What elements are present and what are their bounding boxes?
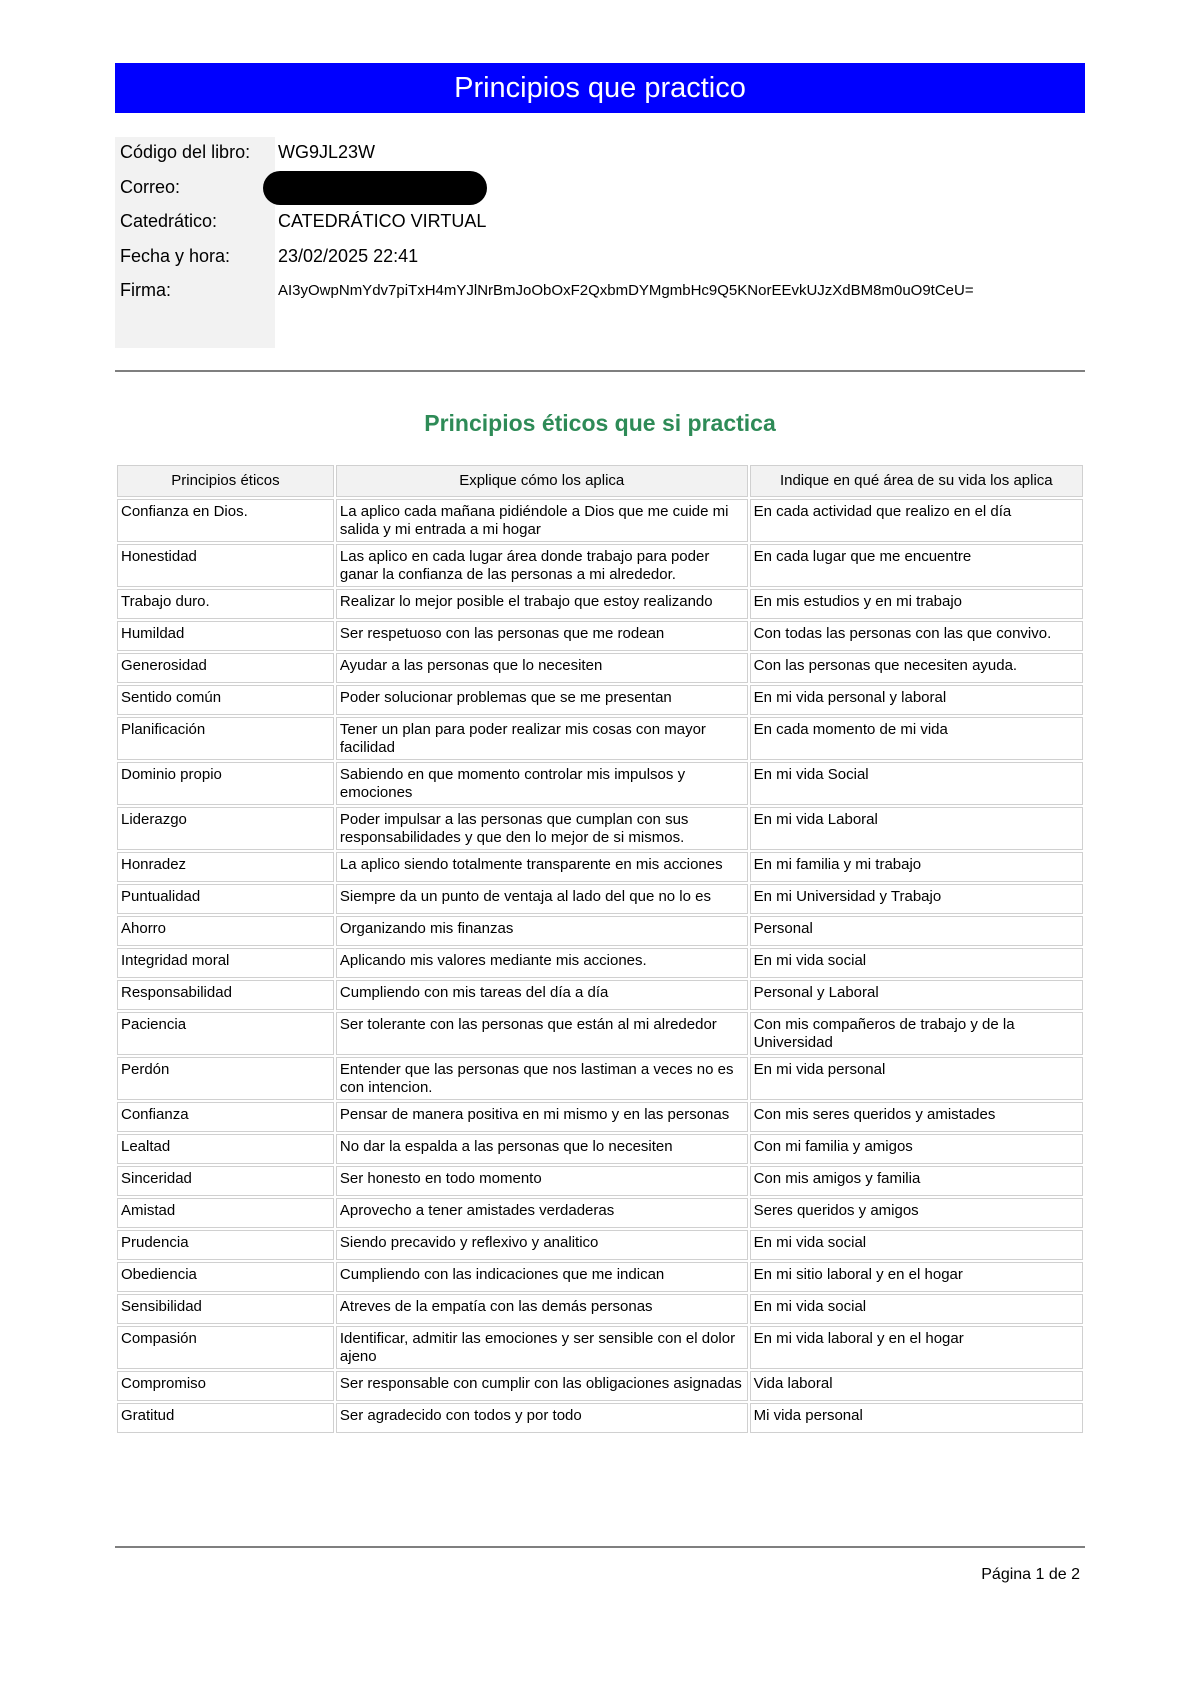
principle-cell: Honradez: [117, 852, 334, 882]
explanation-cell: Atreves de la empatía con las demás personas: [336, 1294, 748, 1324]
table-row: [117, 1134, 1083, 1164]
table-row: [117, 852, 1083, 882]
explanation-cell: Poder impulsar a las personas que cumplan con sus responsabilidades y que den lo mejor de si mismos.: [336, 807, 748, 850]
table-row: [117, 1294, 1083, 1324]
area-cell: En mi vida social: [750, 948, 1083, 978]
table-row: [117, 1326, 1083, 1369]
principle-cell: Trabajo duro.: [117, 589, 334, 619]
principle-cell: Gratitud: [117, 1403, 334, 1433]
principle-cell: Puntualidad: [117, 884, 334, 914]
principle-cell: Confianza en Dios.: [117, 499, 334, 542]
column-header-explanation: Explique cómo los aplica: [336, 465, 748, 497]
area-cell: En mi vida laboral y en el hogar: [750, 1326, 1083, 1369]
info-row-signature: [115, 275, 1085, 305]
explanation-cell: Pensar de manera positiva en mi mismo y en las personas: [336, 1102, 748, 1132]
area-cell: En mi vida personal: [750, 1057, 1083, 1100]
principles-table: [115, 463, 1085, 1435]
principle-cell: Paciencia: [117, 1012, 334, 1055]
table-body: [117, 499, 1083, 1433]
explanation-cell: La aplico cada mañana pidiéndole a Dios que me cuide mi salida y mi entrada a mi hogar: [336, 499, 748, 542]
principle-cell: Responsabilidad: [117, 980, 334, 1010]
email-label: Correo:: [120, 177, 181, 197]
table-row: [117, 1371, 1083, 1401]
principle-cell: Compromiso: [117, 1371, 334, 1401]
area-cell: Con mis compañeros de trabajo y de la Universidad: [750, 1012, 1083, 1055]
area-cell: Personal: [750, 916, 1083, 946]
area-cell: En cada actividad que realizo en el día: [750, 499, 1083, 542]
info-row-email: [115, 172, 1085, 202]
explanation-cell: Siempre da un punto de ventaja al lado del que no lo es: [336, 884, 748, 914]
table-row: [117, 1057, 1083, 1100]
explanation-cell: Las aplico en cada lugar área donde trabajo para poder ganar la confianza de las personas a mi alrededor.: [336, 544, 748, 587]
principle-cell: Obediencia: [117, 1262, 334, 1292]
explanation-cell: Tener un plan para poder realizar mis cosas con mayor facilidad: [336, 717, 748, 760]
area-cell: Con mi familia y amigos: [750, 1134, 1083, 1164]
explanation-cell: Ser respetuoso con las personas que me rodean: [336, 621, 748, 651]
explanation-cell: Aprovecho a tener amistades verdaderas: [336, 1198, 748, 1228]
principle-cell: Liderazgo: [117, 807, 334, 850]
table-row: [117, 544, 1083, 587]
explanation-cell: Aplicando mis valores mediante mis acciones.: [336, 948, 748, 978]
explanation-cell: No dar la espalda a las personas que lo necesiten: [336, 1134, 748, 1164]
table-row: [117, 1102, 1083, 1132]
table-row: [117, 1166, 1083, 1196]
area-cell: En mi vida Social: [750, 762, 1083, 805]
principle-cell: Amistad: [117, 1198, 334, 1228]
explanation-cell: Ayudar a las personas que lo necesiten: [336, 653, 748, 683]
column-header-principle: Principios éticos: [117, 465, 334, 497]
explanation-cell: Organizando mis finanzas: [336, 916, 748, 946]
table-row: [117, 1230, 1083, 1260]
column-header-area: Indique en qué área de su vida los aplica: [750, 465, 1083, 497]
principle-cell: Prudencia: [117, 1230, 334, 1260]
area-cell: En mi familia y mi trabajo: [750, 852, 1083, 882]
explanation-cell: Realizar lo mejor posible el trabajo que estoy realizando: [336, 589, 748, 619]
book-code-value: WG9JL23W: [278, 142, 376, 162]
signature-value: AI3yOwpNmYdv7piTxH4mYJlNrBmJoObOxF2QxbmDYMgmbHc9Q5KNorEEvkUJzXdBM8m0uO9tCeU=: [278, 282, 974, 299]
document-title-banner: [115, 63, 1085, 113]
area-cell: Mi vida personal: [750, 1403, 1083, 1433]
signature-label: Firma:: [120, 280, 171, 300]
table-row: [117, 621, 1083, 651]
area-cell: En mi sitio laboral y en el hogar: [750, 1262, 1083, 1292]
principle-cell: Lealtad: [117, 1134, 334, 1164]
principle-cell: Integridad moral: [117, 948, 334, 978]
area-cell: Con mis amigos y familia: [750, 1166, 1083, 1196]
info-row-professor: [115, 206, 1085, 236]
table-row: [117, 884, 1083, 914]
area-cell: Con mis seres queridos y amistades: [750, 1102, 1083, 1132]
explanation-cell: Poder solucionar problemas que se me presentan: [336, 685, 748, 715]
principle-cell: Perdón: [117, 1057, 334, 1100]
info-row-book-code: [115, 137, 1085, 167]
table-row: [117, 717, 1083, 760]
area-cell: En cada lugar que me encuentre: [750, 544, 1083, 587]
area-cell: En mi vida social: [750, 1230, 1083, 1260]
table-row: [117, 589, 1083, 619]
principle-cell: Sentido común: [117, 685, 334, 715]
professor-label: Catedrático:: [120, 211, 218, 231]
explanation-cell: Ser agradecido con todos y por todo: [336, 1403, 748, 1433]
principle-cell: Humildad: [117, 621, 334, 651]
table-row: [117, 1262, 1083, 1292]
principle-cell: Generosidad: [117, 653, 334, 683]
info-block: [115, 137, 1085, 348]
area-cell: Con las personas que necesiten ayuda.: [750, 653, 1083, 683]
table-row: [117, 1403, 1083, 1433]
page-number: Página 1 de 2: [981, 1566, 1080, 1583]
principle-cell: Compasión: [117, 1326, 334, 1369]
area-cell: Vida laboral: [750, 1371, 1083, 1401]
table-row: [117, 980, 1083, 1010]
table-row: [117, 807, 1083, 850]
area-cell: En mis estudios y en mi trabajo: [750, 589, 1083, 619]
explanation-cell: Ser tolerante con las personas que están al mi alrededor: [336, 1012, 748, 1055]
principle-cell: Sinceridad: [117, 1166, 334, 1196]
section-title: Principios éticos que si practica: [424, 410, 776, 436]
area-cell: En mi vida Laboral: [750, 807, 1083, 850]
datetime-label: Fecha y hora:: [120, 246, 231, 266]
document-title: Principios que practico: [454, 71, 746, 104]
table-row: [117, 916, 1083, 946]
top-divider: [115, 370, 1085, 372]
principle-cell: Ahorro: [117, 916, 334, 946]
area-cell: En mi vida social: [750, 1294, 1083, 1324]
explanation-cell: Siendo precavido y reflexivo y analitico: [336, 1230, 748, 1260]
info-row-datetime: [115, 241, 1085, 271]
table-row: [117, 653, 1083, 683]
explanation-cell: Ser honesto en todo momento: [336, 1166, 748, 1196]
table-row: [117, 1012, 1083, 1055]
explanation-cell: Sabiendo en que momento controlar mis impulsos y emociones: [336, 762, 748, 805]
principle-cell: Dominio propio: [117, 762, 334, 805]
table-row: [117, 499, 1083, 542]
table-row: [117, 762, 1083, 805]
table-header-row: [117, 465, 1083, 497]
principle-cell: Planificación: [117, 717, 334, 760]
bottom-divider: [115, 1546, 1085, 1548]
area-cell: Con todas las personas con las que convivo.: [750, 621, 1083, 651]
table-row: [117, 948, 1083, 978]
explanation-cell: Cumpliendo con mis tareas del día a día: [336, 980, 748, 1010]
area-cell: En mi vida personal y laboral: [750, 685, 1083, 715]
email-redaction: [263, 171, 487, 205]
book-code-label: Código del libro:: [120, 142, 251, 162]
area-cell: En cada momento de mi vida: [750, 717, 1083, 760]
table-row: [117, 685, 1083, 715]
principle-cell: Sensibilidad: [117, 1294, 334, 1324]
explanation-cell: Identificar, admitir las emociones y ser sensible con el dolor ajeno: [336, 1326, 748, 1369]
explanation-cell: La aplico siendo totalmente transparente en mis acciones: [336, 852, 748, 882]
area-cell: En mi Universidad y Trabajo: [750, 884, 1083, 914]
professor-value: CATEDRÁTICO VIRTUAL: [278, 211, 487, 231]
table-row: [117, 1198, 1083, 1228]
explanation-cell: Entender que las personas que nos lastiman a veces no es con intencion.: [336, 1057, 748, 1100]
explanation-cell: Cumpliendo con las indicaciones que me indican: [336, 1262, 748, 1292]
area-cell: Personal y Laboral: [750, 980, 1083, 1010]
explanation-cell: Ser responsable con cumplir con las obligaciones asignadas: [336, 1371, 748, 1401]
datetime-value: 23/02/2025 22:41: [278, 246, 419, 266]
principle-cell: Confianza: [117, 1102, 334, 1132]
area-cell: Seres queridos y amigos: [750, 1198, 1083, 1228]
principle-cell: Honestidad: [117, 544, 334, 587]
